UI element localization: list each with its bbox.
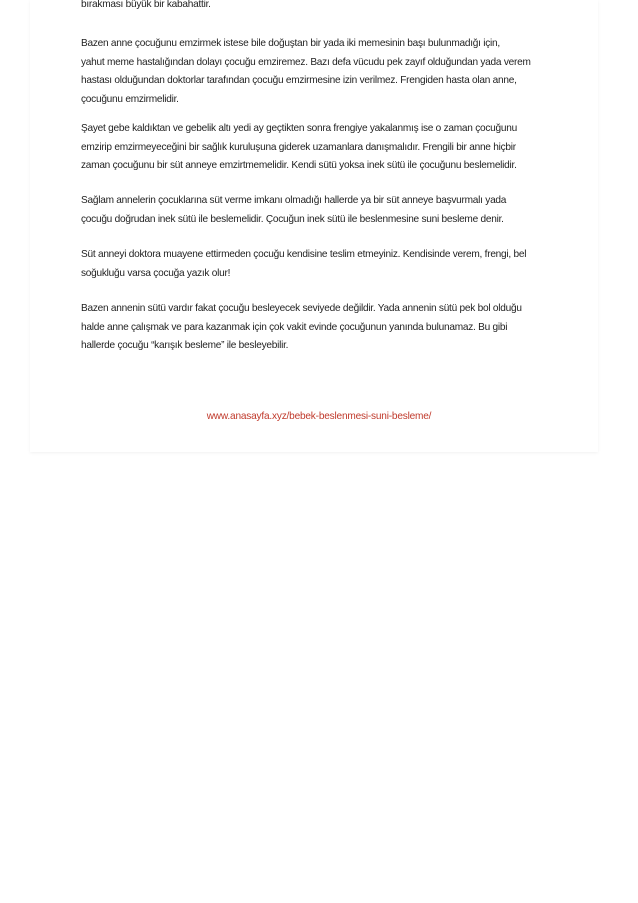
paragraph-karisik-besleme [81, 300, 561, 356]
text-line: zaman çocuğunu bir süt anneye emzirtmemelidir. Kendi sütü yoksa inek sütü ile çocuğunu beslemelidir. [81, 160, 517, 171]
text-line: bırakması büyük bir kabahattir. [81, 0, 211, 10]
paragraph-suni-besleme [81, 192, 561, 229]
text-line: Şayet gebe kaldıktan ve gebelik altı yedi ay geçtikten sonra frengiye yakalanmış ise o zaman çocuğunu [81, 123, 517, 134]
text-line: emzirip emzirmeyeceğini bir sağlık kuruluşuna giderek uzamanlara danışmalıdır. Frengili bir anne hiçbir [81, 141, 516, 153]
text-line: soğukluğu varsa çocuğa yazık olur! [81, 267, 231, 279]
text-line: Bazen anne çocuğunu emzirmek istese bile doğuştan bir yada iki memesinin başı bulunmadığı için, [81, 38, 500, 49]
paragraph-sut-anne [81, 246, 561, 283]
paragraph-emzirme-engelleri [81, 35, 561, 109]
text-line: Sağlam annelerin çocuklarına süt verme imkanı olmadığı hallerde ya bir süt anneye başvurmalı yada [81, 195, 507, 206]
text-line: yahut meme hastalığından dolayı çocuğu emziremez. Bazı defa vücudu pek zayıf olduğundan yada verem [81, 56, 531, 68]
text-line: hallerde çocuğu “karışık besleme” ile besleyebilir. [81, 340, 289, 351]
source-url-link[interactable]: www.anasayfa.xyz/bebek-beslenmesi-suni-besleme/ [206, 411, 432, 422]
text-line: hastası olduğundan doktorlar tarafından çocuğu emzirmesine izin verilmez. Frengiden hasta olan anne, [81, 75, 517, 86]
text-line: Süt anneyi doktora muayene ettirmeden çocuğu kendisine teslim etmeyiniz. Kendisinde verem, frengi, bel [81, 249, 527, 260]
paragraph-continuation [81, 0, 561, 15]
text-line: Bazen annenin sütü vardır fakat çocuğu besleyecek seviyede değildir. Yada annenin sütü pek bol olduğu [81, 303, 522, 314]
paragraph-frengi [81, 120, 561, 176]
text-line: halde anne çalışmak ve para kazanmak için çok vakit evinde çocuğunun yanında bulunamaz. Bu gibi [81, 321, 508, 333]
text-line: çocuğu doğrudan inek sütü ile beslemelidir. Çocuğun inek sütü ile beslenmesine suni besleme denir. [81, 213, 504, 225]
text-line: çocuğunu emzirmelidir. [81, 93, 179, 105]
